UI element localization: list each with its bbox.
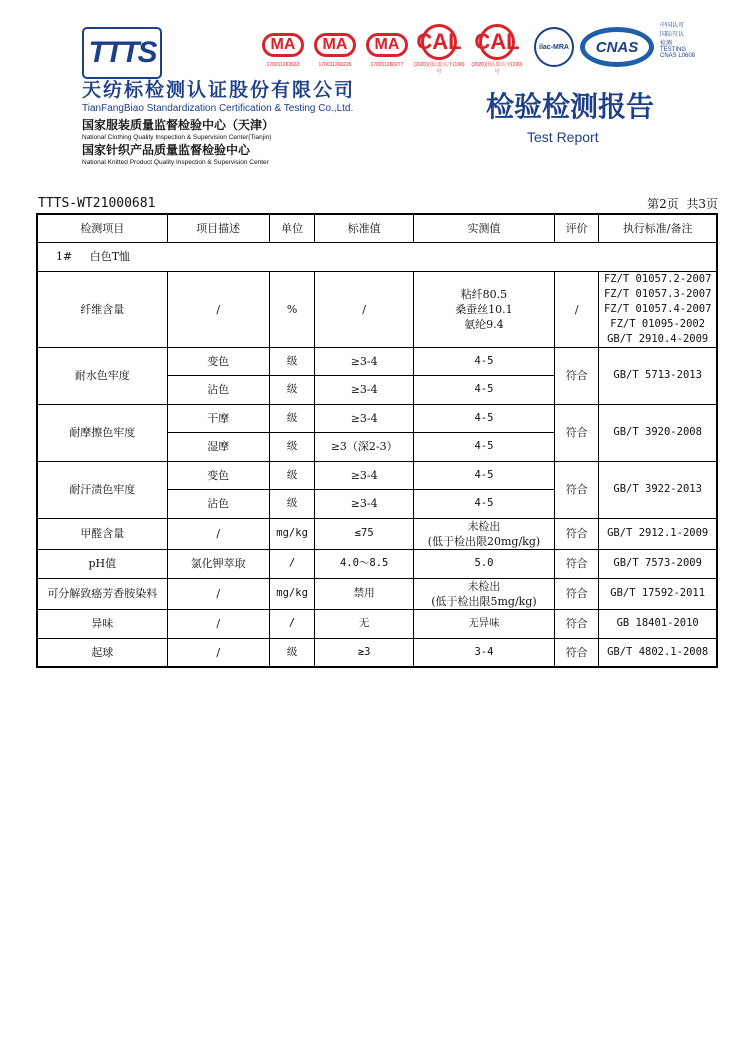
table-cell: GB/T 17592-2011	[599, 578, 717, 609]
table-row	[37, 578, 717, 609]
table-cell: ≥3	[315, 638, 413, 667]
cma-mark-icon: MA	[262, 33, 304, 57]
table-row	[37, 638, 717, 667]
standard-line: GB/T 2910.4-2009	[607, 332, 709, 345]
cal-mark-icon: CAL	[479, 24, 515, 60]
table-cell: /	[315, 271, 413, 347]
sample-name: 白色T恤	[89, 250, 131, 263]
result-note: (低于检出限20mg/kg)	[427, 534, 541, 548]
standard-line: FZ/T 01095-2002	[610, 317, 706, 330]
table-cell: ≤75	[315, 518, 413, 549]
table-cell: 符合	[555, 461, 599, 518]
table-row	[37, 518, 717, 549]
table-row	[37, 461, 717, 490]
table-cell: 湿摩	[167, 433, 269, 462]
table-cell: pH值	[37, 549, 167, 578]
center1-en: National Clothing Quality Inspection & Supervision Center(Tianjin)	[82, 134, 272, 141]
result-note: (低于检出限5mg/kg)	[431, 594, 537, 608]
cert-number: 170011260277	[370, 62, 404, 68]
sample-row	[37, 242, 717, 271]
table-cell: 级	[269, 347, 315, 376]
table-cell: 符合	[555, 609, 599, 638]
table-cell	[413, 578, 554, 609]
column-header: 实测值	[413, 214, 554, 242]
column-header: 评价	[555, 214, 599, 242]
table-cell: 级	[269, 490, 315, 519]
table-cell: 无	[315, 609, 413, 638]
table-cell: /	[167, 518, 269, 549]
column-header: 项目描述	[167, 214, 269, 242]
column-header: 执行标准/备注	[599, 214, 717, 242]
ttts-logo: TTTS	[82, 27, 162, 79]
table-cell: ≥3-4	[315, 461, 413, 490]
table-cell: GB/T 4802.1-2008	[599, 638, 717, 667]
table-row	[37, 549, 717, 578]
table-row	[37, 347, 717, 376]
table-cell: 4-5	[413, 404, 554, 433]
table-cell: 级	[269, 376, 315, 405]
table-cell: 4-5	[413, 490, 554, 519]
table-cell	[413, 518, 554, 549]
table-cell: 4-5	[413, 433, 554, 462]
table-cell: 4-5	[413, 461, 554, 490]
results-table	[36, 213, 718, 668]
table-cell: 级	[269, 404, 315, 433]
column-header: 检测项目	[37, 214, 167, 242]
cnas-side-text	[660, 20, 720, 59]
table-cell: 4.0～8.5	[315, 549, 413, 578]
cnas-side-line: 国际互认	[660, 32, 685, 38]
table-cell: 符合	[555, 638, 599, 667]
table-cell: mg/kg	[269, 578, 315, 609]
table-cell: GB/T 2912.1-2009	[599, 518, 717, 549]
result-line: 粘纤80.5	[460, 287, 508, 301]
table-cell: GB 18401-2010	[599, 609, 717, 638]
cnas-side-line: 检测	[660, 41, 673, 47]
table-cell: 耐水色牢度	[37, 347, 167, 404]
table-cell: /	[555, 271, 599, 347]
table-cell: 符合	[555, 518, 599, 549]
result-line: 未检出	[467, 519, 501, 533]
table-cell: GB/T 7573-2009	[599, 549, 717, 578]
table-cell: 禁用	[315, 578, 413, 609]
cnas-icon: CNAS	[580, 27, 654, 67]
result-line: 未检出	[467, 579, 501, 593]
table-cell: 符合	[555, 347, 599, 404]
cert-number: 170011263663	[266, 62, 300, 68]
page-info: 第2页 共3页	[647, 197, 718, 211]
cnas-side-line: TESTING	[660, 47, 687, 53]
column-header: 标准值	[315, 214, 413, 242]
cert-number: (2020)国认监认字(190)号	[471, 62, 523, 75]
company-name-en: TianFangBiao Standardization Certification & Testing Co.,Ltd.	[82, 103, 354, 114]
table-cell: 沾色	[167, 490, 269, 519]
cma-mark-icon: MA	[366, 33, 408, 57]
table-cell: 符合	[555, 578, 599, 609]
table-cell: 级	[269, 433, 315, 462]
table-cell: ≥3（深2-3）	[315, 433, 413, 462]
table-cell: mg/kg	[269, 518, 315, 549]
table-cell: 氯化钾萃取	[167, 549, 269, 578]
report-title-cn: 检验检测报告	[486, 90, 655, 123]
table-cell: 5.0	[413, 549, 554, 578]
center2-en: National Knitted Product Quality Inspection & Supervision Center	[82, 159, 269, 166]
table-cell: 变色	[167, 347, 269, 376]
table-cell: 4-5	[413, 347, 554, 376]
report-number: TTTS-WT21000681	[38, 196, 156, 211]
table-cell: 3-4	[413, 638, 554, 667]
standard-line: FZ/T 01057.3-2007	[603, 287, 712, 300]
standard-line: FZ/T 01057.4-2007	[603, 302, 712, 315]
table-cell: GB/T 3920-2008	[599, 404, 717, 461]
report-title-en: Test Report	[527, 129, 599, 145]
cal-mark-icon: CAL	[421, 24, 457, 60]
table-row	[37, 271, 717, 347]
table-cell: %	[269, 271, 315, 347]
table-cell: 纤维含量	[37, 271, 167, 347]
table-cell: 符合	[555, 549, 599, 578]
header-row	[37, 214, 717, 242]
table-cell: /	[167, 609, 269, 638]
table-cell: /	[167, 578, 269, 609]
table-cell: 甲醛含量	[37, 518, 167, 549]
table-cell: GB/T 3922-2013	[599, 461, 717, 518]
table-cell: /	[167, 638, 269, 667]
cnas-side-line: CNAS L0608	[660, 53, 696, 59]
center1-cn: 国家服装质量监督检验中心（天津）	[82, 118, 275, 132]
table-cell: GB/T 5713-2013	[599, 347, 717, 404]
table-cell: 耐摩擦色牢度	[37, 404, 167, 461]
result-line: 氨纶9.4	[464, 317, 504, 331]
cert-number: (2020)国认监认字(190)号	[413, 62, 465, 75]
table-cell: 起球	[37, 638, 167, 667]
center2-cn: 国家针织产品质量监督检验中心	[82, 143, 251, 157]
table-cell: 沾色	[167, 376, 269, 405]
table-row	[37, 404, 717, 433]
table-cell: 干摩	[167, 404, 269, 433]
table-cell: 符合	[555, 404, 599, 461]
table-cell: /	[269, 609, 315, 638]
table-cell: /	[167, 271, 269, 347]
cnas-side-line: 中国认可	[660, 23, 685, 29]
column-header: 单位	[269, 214, 315, 242]
ilac-mra-icon: ilac-MRA	[534, 27, 574, 67]
table-cell: 级	[269, 461, 315, 490]
table-cell: 变色	[167, 461, 269, 490]
table-cell: ≥3-4	[315, 404, 413, 433]
table-cell: 4-5	[413, 376, 554, 405]
table-cell	[599, 271, 717, 347]
table-cell: 耐汗渍色牢度	[37, 461, 167, 518]
cert-number: 170011260226	[318, 62, 352, 68]
table-cell: ≥3-4	[315, 490, 413, 519]
table-cell: 级	[269, 638, 315, 667]
table-row	[37, 609, 717, 638]
table-cell: 异味	[37, 609, 167, 638]
cma-mark-icon: MA	[314, 33, 356, 57]
table-cell: ≥3-4	[315, 376, 413, 405]
table-cell	[413, 271, 554, 347]
table-cell	[37, 242, 717, 271]
standard-line: FZ/T 01057.2-2007	[603, 272, 712, 285]
table-cell: ≥3-4	[315, 347, 413, 376]
table-cell: 无异味	[413, 609, 554, 638]
table-cell: 可分解致癌芳香胺染料	[37, 578, 167, 609]
sample-number: 1#	[56, 250, 73, 263]
table-cell: /	[269, 549, 315, 578]
result-line: 桑蚕丝10.1	[455, 302, 513, 316]
company-name-cn: 天纺标检测认证股份有限公司	[82, 79, 356, 101]
